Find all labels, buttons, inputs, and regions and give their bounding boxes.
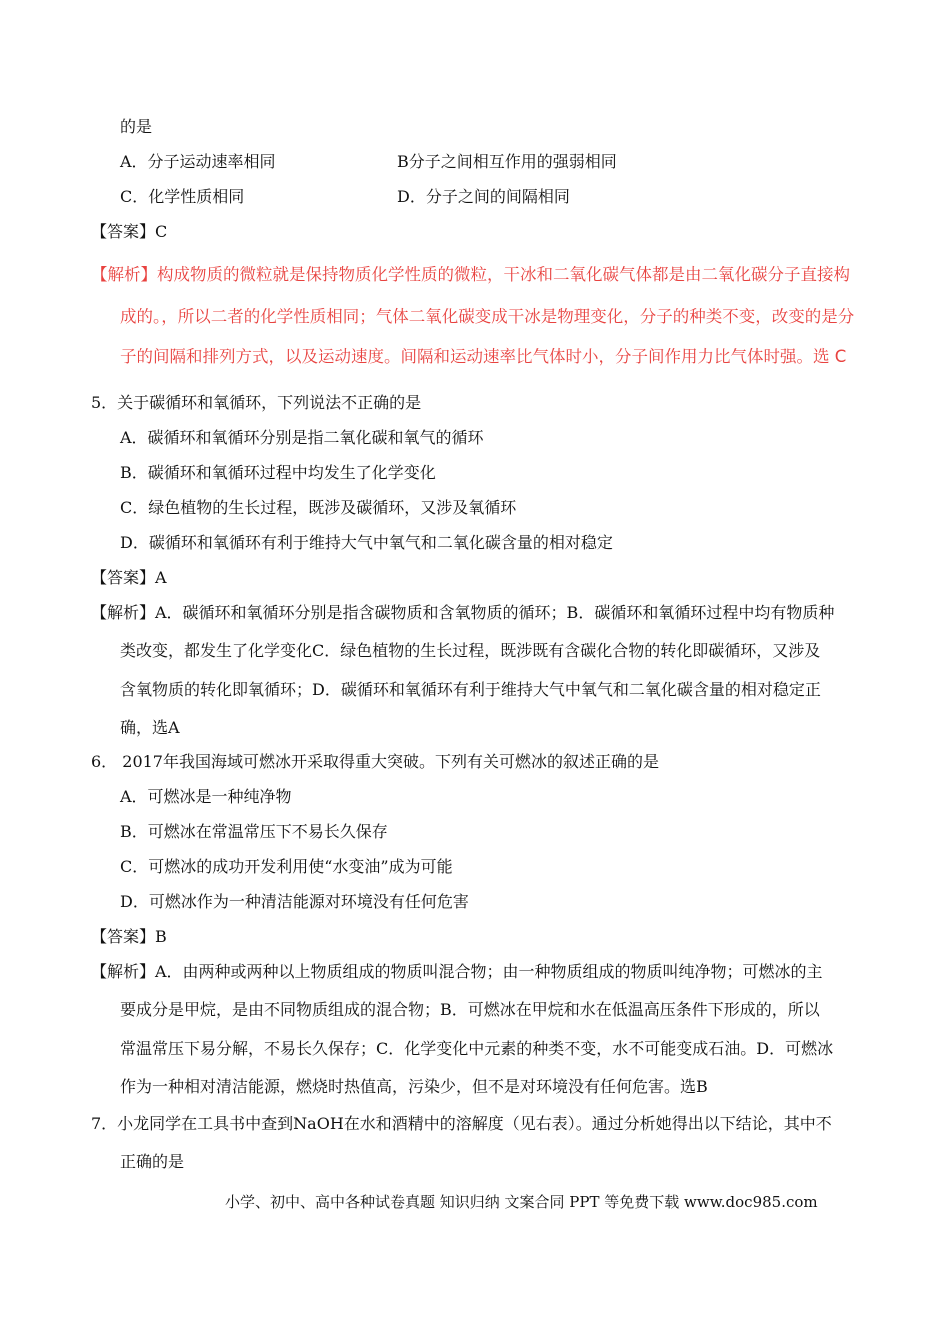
q5-option-c: C．绿色植物的生长过程，既涉及碳循环，又涉及氧循环 <box>120 498 517 517</box>
q6-analysis-line-4: 作为一种相对清洁能源，燃烧时热值高，污染少，但不是对环境没有任何危害。选B <box>120 1077 708 1096</box>
q6-option-c: C．可燃冰的成功开发利用使“水变油”成为可能 <box>120 857 453 876</box>
q5-option-b: B．碳循环和氧循环过程中均发生了化学变化 <box>120 463 436 482</box>
q4-analysis-line-2: 成的。，所以二者的化学性质相同；气体二氧化碳变成干冰是物理变化，分子的种类不变，改变的是分 <box>120 307 855 326</box>
q6-option-b: B．可燃冰在常温常压下不易长久保存 <box>120 822 388 841</box>
q6-answer: 【答案】B <box>91 927 167 946</box>
q5-option-a: A．碳循环和氧循环分别是指二氧化碳和氧气的循环 <box>120 428 484 447</box>
q5-analysis-line-1: 【解析】A．碳循环和氧循环分别是指含碳物质和含氧物质的循环；B．碳循环和氧循环过程中均有物质种 <box>91 603 835 622</box>
q4-stem-end: 的是 <box>120 117 153 136</box>
q4-answer: 【答案】C <box>91 222 168 241</box>
q5-option-d: D．碳循环和氧循环有利于维持大气中氧气和二氧化碳含量的相对稳定 <box>120 533 613 552</box>
q6-analysis-line-1: 【解析】A．由两种或两种以上物质组成的物质叫混合物；由一种物质组成的物质叫纯净物；可燃冰的主 <box>91 962 823 981</box>
q5-answer: 【答案】A <box>91 568 167 587</box>
q6-stem: 6． 2017年我国海域可燃冰开采取得重大突破。下列有关可燃冰的叙述正确的是 <box>91 752 659 771</box>
q4-analysis-line-3: 子的间隔和排列方式，以及运动速度。间隔和运动速率比气体时小，分子间作用力比气体时强。选 C <box>120 347 847 366</box>
q5-stem: 5．关于碳循环和氧循环，下列说法不正确的是 <box>91 393 422 412</box>
q6-option-a: A．可燃冰是一种纯净物 <box>120 787 292 806</box>
q5-analysis-line-3: 含氧物质的转化即氧循环；D．碳循环和氧循环有利于维持大气中氧气和二氧化碳含量的相对稳定正 <box>120 680 821 699</box>
q4-option-c: C．化学性质相同 <box>120 187 245 206</box>
q5-analysis-line-4: 确，选A <box>120 718 180 737</box>
q6-analysis-line-2: 要成分是甲烷，是由不同物质组成的混合物；B．可燃冰在甲烷和水在低温高压条件下形成的，所以 <box>120 1000 820 1019</box>
q7-stem-line-2: 正确的是 <box>120 1152 185 1171</box>
q7-stem-line-1: 7．小龙同学在工具书中查到NaOH在水和酒精中的溶解度（见右表）。通过分析她得出以下结论，其中不 <box>91 1114 832 1133</box>
q4-option-a: A．分子运动速率相同 <box>120 152 276 171</box>
page-footer: 小学、初中、高中各种试卷真题 知识归纳 文案合同 PPT 等免费下载 www.doc985.com <box>225 1193 818 1211</box>
q4-option-b: B分子之间相互作用的强弱相同 <box>397 152 617 171</box>
q4-analysis-line-1: 【解析】构成物质的微粒就是保持物质化学性质的微粒，干冰和二氧化碳气体都是由二氧化碳分子直接构 <box>91 265 850 284</box>
q6-option-d: D．可燃冰作为一种清洁能源对环境没有任何危害 <box>120 892 469 911</box>
q6-analysis-line-3: 常温常压下易分解，不易长久保存；C．化学变化中元素的种类不变，水不可能变成石油。D．可燃冰 <box>120 1039 834 1058</box>
q5-analysis-line-2: 类改变，都发生了化学变化C．绿色植物的生长过程，既涉既有含碳化合物的转化即碳循环，又涉及 <box>120 641 821 660</box>
q4-option-d: D．分子之间的间隔相同 <box>397 187 570 206</box>
